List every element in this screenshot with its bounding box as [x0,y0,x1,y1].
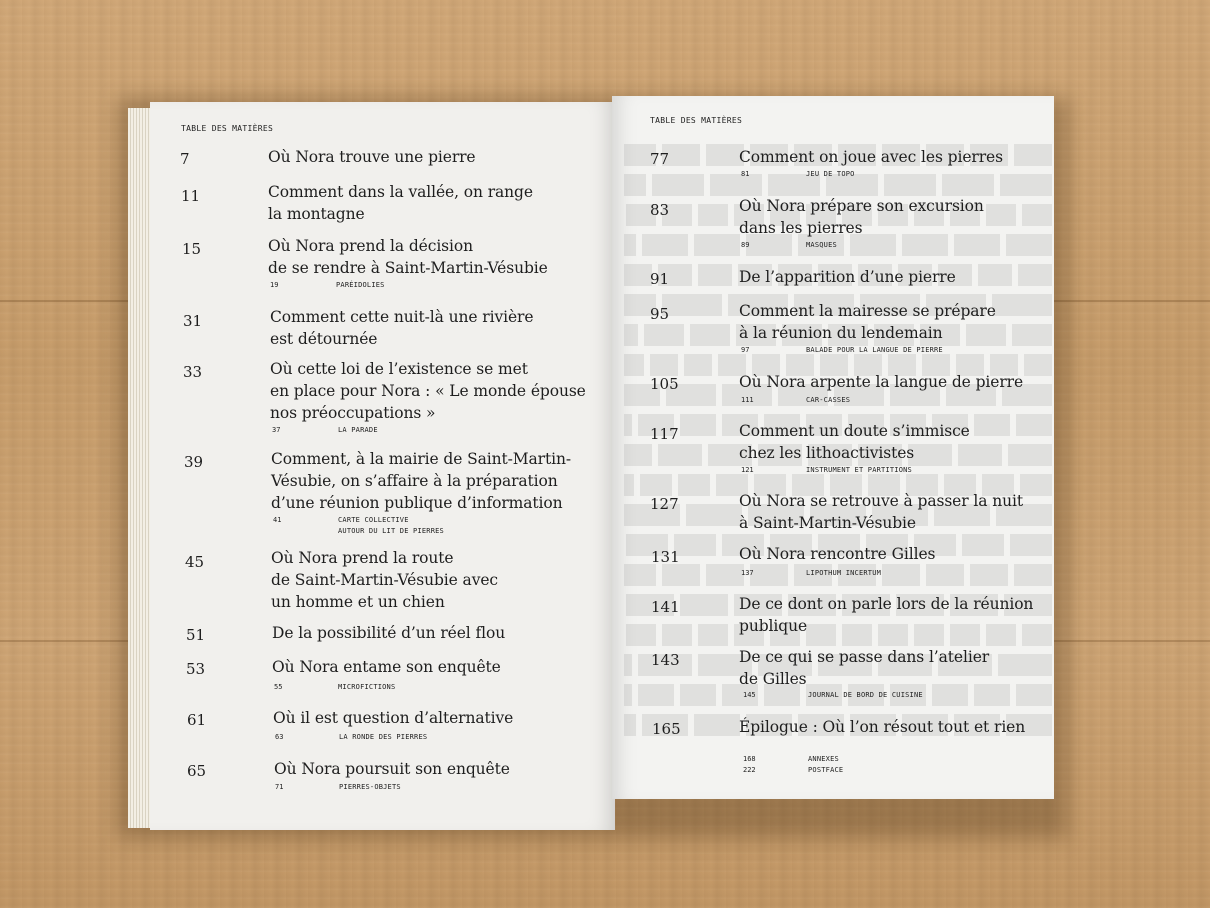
toc-sub-page-number: 55 [274,683,283,691]
toc-sub-label: CAR-CASSES [806,396,851,404]
toc-page-number: 83 [650,201,670,219]
toc-entry-title: Comment dans la vallée, on range la montagne [268,183,533,223]
toc-entry-title: De la possibilité d’un réel flou [272,624,506,642]
toc-sub-label: AUTOUR DU LIT DE PIERRES [338,527,444,535]
toc-page-number: 131 [651,548,680,566]
toc-entry-title: De l’apparition d’une pierre [739,268,956,286]
toc-entry-title: Épilogue : Où l’on résout tout et rien [739,718,1026,736]
toc-page-number: 105 [650,375,679,393]
toc-entry-title: Où Nora prend la route de Saint-Martin-Vésubie avec un homme et un chien [271,549,498,611]
toc-sub-label: PIERRES-OBJETS [339,783,401,791]
toc-entry-title: Comment, à la mairie de Saint-Martin- Vésubie, on s’affaire à la préparation d’une réunion publique d’information [271,450,571,512]
toc-entry-title: Comment un doute s’immisce chez les lithoactivistes [739,422,970,462]
toc-sub-page-number: 137 [741,569,754,577]
toc-entry-title: Où Nora entame son enquête [272,658,501,676]
right-page-header: TABLE DES MATIÈRES [650,116,743,125]
toc-entry-title: Où Nora trouve une pierre [268,148,476,166]
toc-sub-label: INSTRUMENT ET PARTITIONS [806,466,912,474]
toc-page-number: 45 [185,553,205,571]
toc-page-number: 31 [183,312,203,330]
toc-page-number: 127 [650,495,679,513]
toc-sub-label: JEU DE TOPO [806,170,855,178]
toc-page-number: 33 [183,363,203,381]
toc-page-number: 143 [651,651,680,669]
toc-entry-title: Comment on joue avec les pierres [739,148,1003,166]
toc-sub-page-number: 222 [743,766,756,774]
toc-sub-page-number: 121 [741,466,754,474]
toc-sub-label: LIPOTHUM INCERTUM [806,569,882,577]
toc-page-number: 15 [182,240,202,258]
toc-sub-label: ANNEXES [808,755,839,763]
toc-page-number: 39 [184,453,204,471]
toc-sub-page-number: 168 [743,755,756,763]
toc-entry-title: De ce qui se passe dans l’atelier de Gilles [739,648,990,688]
toc-page-number: 95 [650,305,670,323]
toc-sub-page-number: 63 [275,733,284,741]
toc-page-number: 61 [187,711,207,729]
toc-page-number: 7 [180,150,190,168]
toc-entry-title: Comment la mairesse se prépare à la réunion du lendemain [739,302,996,342]
toc-sub-page-number: 89 [741,241,750,249]
toc-sub-label: BALADE POUR LA LANGUE DE PIERRE [806,346,943,354]
toc-page-number: 65 [187,762,207,780]
toc-entry-title: De ce dont on parle lors de la réunion publique [739,595,1034,635]
toc-page-number: 77 [650,150,670,168]
toc-sub-label: PARÉIDOLIES [336,281,385,289]
toc-sub-label: POSTFACE [808,766,844,774]
toc-sub-page-number: 111 [741,396,754,404]
toc-sub-label: LA PARADE [338,426,378,434]
toc-sub-page-number: 97 [741,346,750,354]
toc-entry-title: Où Nora arpente la langue de pierre [739,373,1024,391]
toc-entry-title: Où Nora se retrouve à passer la nuit à Saint-Martin-Vésubie [739,492,1023,532]
toc-sub-page-number: 145 [743,691,756,699]
toc-entry-title: Où Nora rencontre Gilles [739,545,936,563]
toc-entry-title: Où Nora prépare son excursion dans les pierres [739,197,984,237]
toc-sub-page-number: 81 [741,170,750,178]
toc-page-number: 11 [181,187,201,205]
toc-entry-title: Où cette loi de l’existence se met en place pour Nora : « Le monde épouse nos préoccupations » [270,360,586,422]
toc-entry-title: Où Nora prend la décision de se rendre à Saint-Martin-Vésubie [268,237,548,277]
toc-sub-page-number: 41 [273,516,282,524]
toc-sub-label: CARTE COLLECTIVE [338,516,409,524]
toc-page-number: 117 [650,425,679,443]
toc-entry-title: Comment cette nuit-là une rivière est détournée [270,308,534,348]
left-page-header: TABLE DES MATIÈRES [181,124,274,133]
toc-sub-label: MICROFICTIONS [338,683,396,691]
toc-sub-page-number: 37 [272,426,281,434]
toc-entry-title: Où il est question d’alternative [273,709,514,727]
toc-page-number: 51 [186,626,206,644]
toc-sub-label: JOURNAL DE BORD DE CUISINE [808,691,923,699]
toc-page-number: 91 [650,270,670,288]
toc-sub-label: LA RONDE DES PIERRES [339,733,428,741]
toc-page-number: 165 [652,720,681,738]
toc-sub-page-number: 71 [275,783,284,791]
toc-sub-page-number: 19 [270,281,279,289]
toc-page-number: 53 [186,660,206,678]
toc-entry-title: Où Nora poursuit son enquête [274,760,510,778]
toc-sub-label: MASQUES [806,241,837,249]
toc-page-number: 141 [651,598,680,616]
